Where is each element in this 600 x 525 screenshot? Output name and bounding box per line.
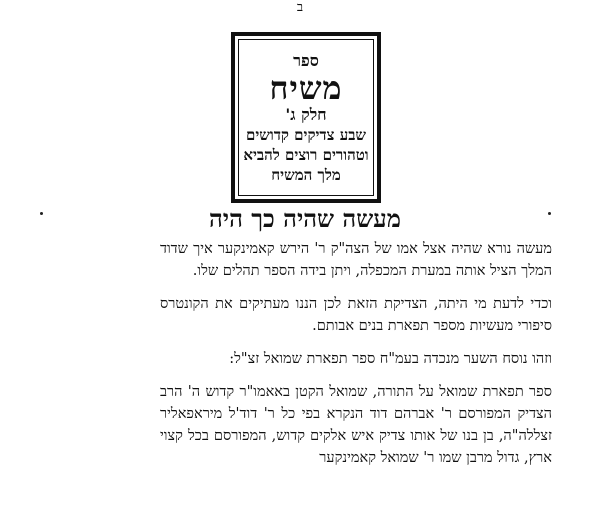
paragraph: ספר תפארת שמואל על התורה, שמואל הקטן באאמו"ר קדוש ה' הרב הצדיק המפורסם ר' אברהם דוד הנקרא בפי כל ר' דוד'ל מיראפאליר זצללה"ה, בן בנו של אותו צדיק איש אלקים קדוש, המפורסם בכל קצוי ארץ, גדול מרבן שמו ר' שמואל קאמינקער [160,384,552,466]
title-subtitle-1: שבע צדיקים קדושים [245,125,367,144]
paragraph: וכדי לדעת מי היתה, הצדיקת הזאת לכן הננו מעתיקים את הקונטרס סיפורי מעשיות מספר תפארת בנים אבותם. [160,296,552,334]
title-subtitle-3: מלך המשיח [271,165,341,184]
scan-speck [40,212,43,215]
title-mashiach: משיח [269,68,343,107]
title-box [231,32,381,203]
paragraph: וזהו נוסח השער מנכדה בעמ"ח ספר תפארת שמואל זצ"ל: [229,351,552,367]
title-box-inner [238,39,374,196]
title-sefer: ספר [293,50,319,70]
scan-speck [548,212,551,215]
section-heading: מעשה שהיה כך היה [209,204,401,233]
title-volume: חלק ג' [285,104,327,124]
paragraph: מעשה נורא שהיה אצל אמו של הצה"ק ר' הירש קאמינקער איך שדוד המלך הציל אותה במערת המכפלה, ויתן בידה הספר תהלים שלו. [160,241,552,279]
page-number: ב [296,0,304,15]
title-subtitle-2: וטהורים רוצים להביא [243,145,369,164]
body-text [160,238,552,480]
